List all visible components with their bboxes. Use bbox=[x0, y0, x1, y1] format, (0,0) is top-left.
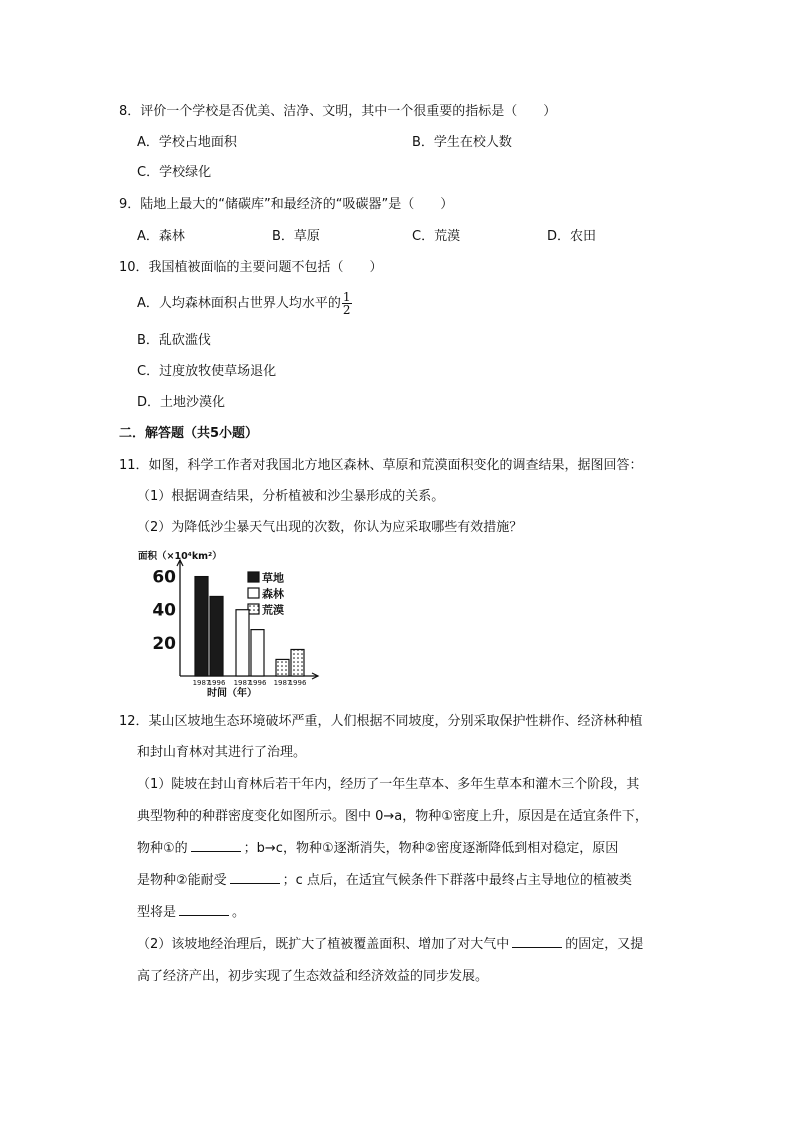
answer-blank-4 bbox=[512, 935, 562, 948]
q10-option-a-text: A．人均森林面积占世界人均水平的 bbox=[137, 296, 341, 311]
q12-line8-a: （2）该坡地经治理后，既扩大了植被覆盖面积、增加了对大气中 bbox=[137, 937, 510, 952]
fraction-numerator: 1 bbox=[342, 290, 351, 304]
q10-option-a bbox=[137, 290, 352, 318]
q12-line2: 和封山育林对其进行了治理。 bbox=[137, 745, 307, 760]
q8-stem: 8．评价一个学校是否优美、洁净、文明，其中一个很重要的指标是（ ） bbox=[119, 104, 557, 119]
fraction-denominator: 2 bbox=[342, 303, 351, 317]
q9-option-d: D．农田 bbox=[547, 229, 597, 244]
legend-swatch-草地 bbox=[248, 572, 259, 582]
q8-option-a: A．学校占地面积 bbox=[137, 135, 237, 150]
q12-line5-a: 物种①的 bbox=[137, 841, 188, 856]
x-tick-label: 1996 bbox=[207, 679, 226, 687]
x-tick-label: 1987 bbox=[192, 679, 211, 687]
legend-label-森林: 森林 bbox=[262, 587, 284, 601]
q11-part1: （1）根据调查结果，分析植被和沙尘暴形成的关系。 bbox=[137, 489, 445, 504]
legend-swatch-荒漠 bbox=[248, 604, 259, 614]
q12-line5 bbox=[137, 839, 618, 859]
legend-label-草地: 草地 bbox=[262, 571, 284, 585]
q12-line3: （1）陡坡在封山育林后若干年内，经历了一年生草本、多年生草本和灌木三个阶段，其 bbox=[137, 777, 640, 792]
q10-stem: 10．我国植被面临的主要问题不包括（ ） bbox=[119, 260, 383, 275]
y-tick-label: 60 bbox=[152, 567, 176, 588]
answer-blank-3 bbox=[179, 903, 229, 916]
q8-option-c: C．学校绿化 bbox=[137, 165, 212, 180]
q9-option-a: A．森林 bbox=[137, 229, 185, 244]
q12-line6-b: ；c 点后，在适宜气候条件下群落中最终占主导地位的植被类 bbox=[282, 873, 632, 888]
bar-草地-1996 bbox=[210, 596, 223, 676]
answer-blank-2 bbox=[230, 871, 280, 884]
x-tick-label: 1987 bbox=[233, 679, 252, 687]
q11-part2: （2）为降低沙尘暴天气出现的次数，你认为应采取哪些有效措施？ bbox=[137, 520, 523, 535]
bar-草地-1987 bbox=[195, 577, 208, 676]
q12-line5-b: ；b→c，物种①逐渐消失，物种②密度逐渐降低到相对稳定，原因 bbox=[243, 841, 619, 856]
q9-stem: 9．陆地上最大的“储碳库”和最经济的“吸碳器”是（ ） bbox=[119, 197, 454, 212]
y-tick-label: 40 bbox=[152, 600, 176, 621]
section-heading: 二．解答题（共5小题） bbox=[119, 426, 259, 441]
answer-blank-1 bbox=[191, 839, 241, 852]
q11-stem: 11．如图，科学工作者对我国北方地区森林、草原和荒漠面积变化的调查结果，据图回答： bbox=[119, 458, 643, 473]
q12-line7 bbox=[137, 903, 245, 923]
y-tick-label: 20 bbox=[152, 633, 176, 654]
q12-line7-b: 。 bbox=[232, 905, 246, 920]
legend-swatch-森林 bbox=[248, 588, 259, 598]
q9-option-b: B．草原 bbox=[272, 229, 320, 244]
y-axis-label: 面积（×10⁴km²） bbox=[138, 551, 222, 562]
x-tick-label: 1996 bbox=[248, 679, 267, 687]
q8-option-b: B．学生在校人数 bbox=[412, 135, 512, 150]
bar-森林-1987 bbox=[236, 610, 249, 676]
q12-line9: 高了经济产出，初步实现了生态效益和经济效益的同步发展。 bbox=[137, 969, 489, 984]
q12-line7-a: 型将是 bbox=[137, 905, 177, 920]
legend-label-荒漠: 荒漠 bbox=[262, 603, 284, 617]
area-change-bar-chart bbox=[136, 548, 336, 700]
fraction-one-half bbox=[342, 291, 352, 316]
q12-line6-a: 是物种②能耐受 bbox=[137, 873, 227, 888]
x-axis-label: 时间（年） bbox=[207, 688, 257, 699]
q12-line8-b: 的固定，又提 bbox=[565, 937, 644, 952]
q12-line8 bbox=[137, 935, 643, 955]
q10-option-c: C．过度放牧使草场退化 bbox=[137, 364, 277, 379]
bar-森林-1996 bbox=[251, 630, 264, 676]
q10-option-d: D．土地沙漠化 bbox=[137, 395, 226, 410]
x-tick-label: 1996 bbox=[288, 679, 307, 687]
bar-荒漠-1987 bbox=[276, 659, 289, 676]
q9-option-c: C．荒漠 bbox=[412, 229, 461, 244]
x-tick-label: 1987 bbox=[273, 679, 292, 687]
q12-line1: 12．某山区坡地生态环境破坏严重，人们根据不同坡度，分别采取保护性耕作、经济林种植 bbox=[119, 714, 643, 729]
q10-option-b: B．乱砍滥伐 bbox=[137, 333, 211, 348]
q12-line6 bbox=[137, 871, 632, 891]
bar-荒漠-1996 bbox=[291, 649, 304, 676]
q12-line4: 典型物种的种群密度变化如图所示。图中 0→a，物种①密度上升，原因是在适宜条件下， bbox=[137, 809, 648, 824]
